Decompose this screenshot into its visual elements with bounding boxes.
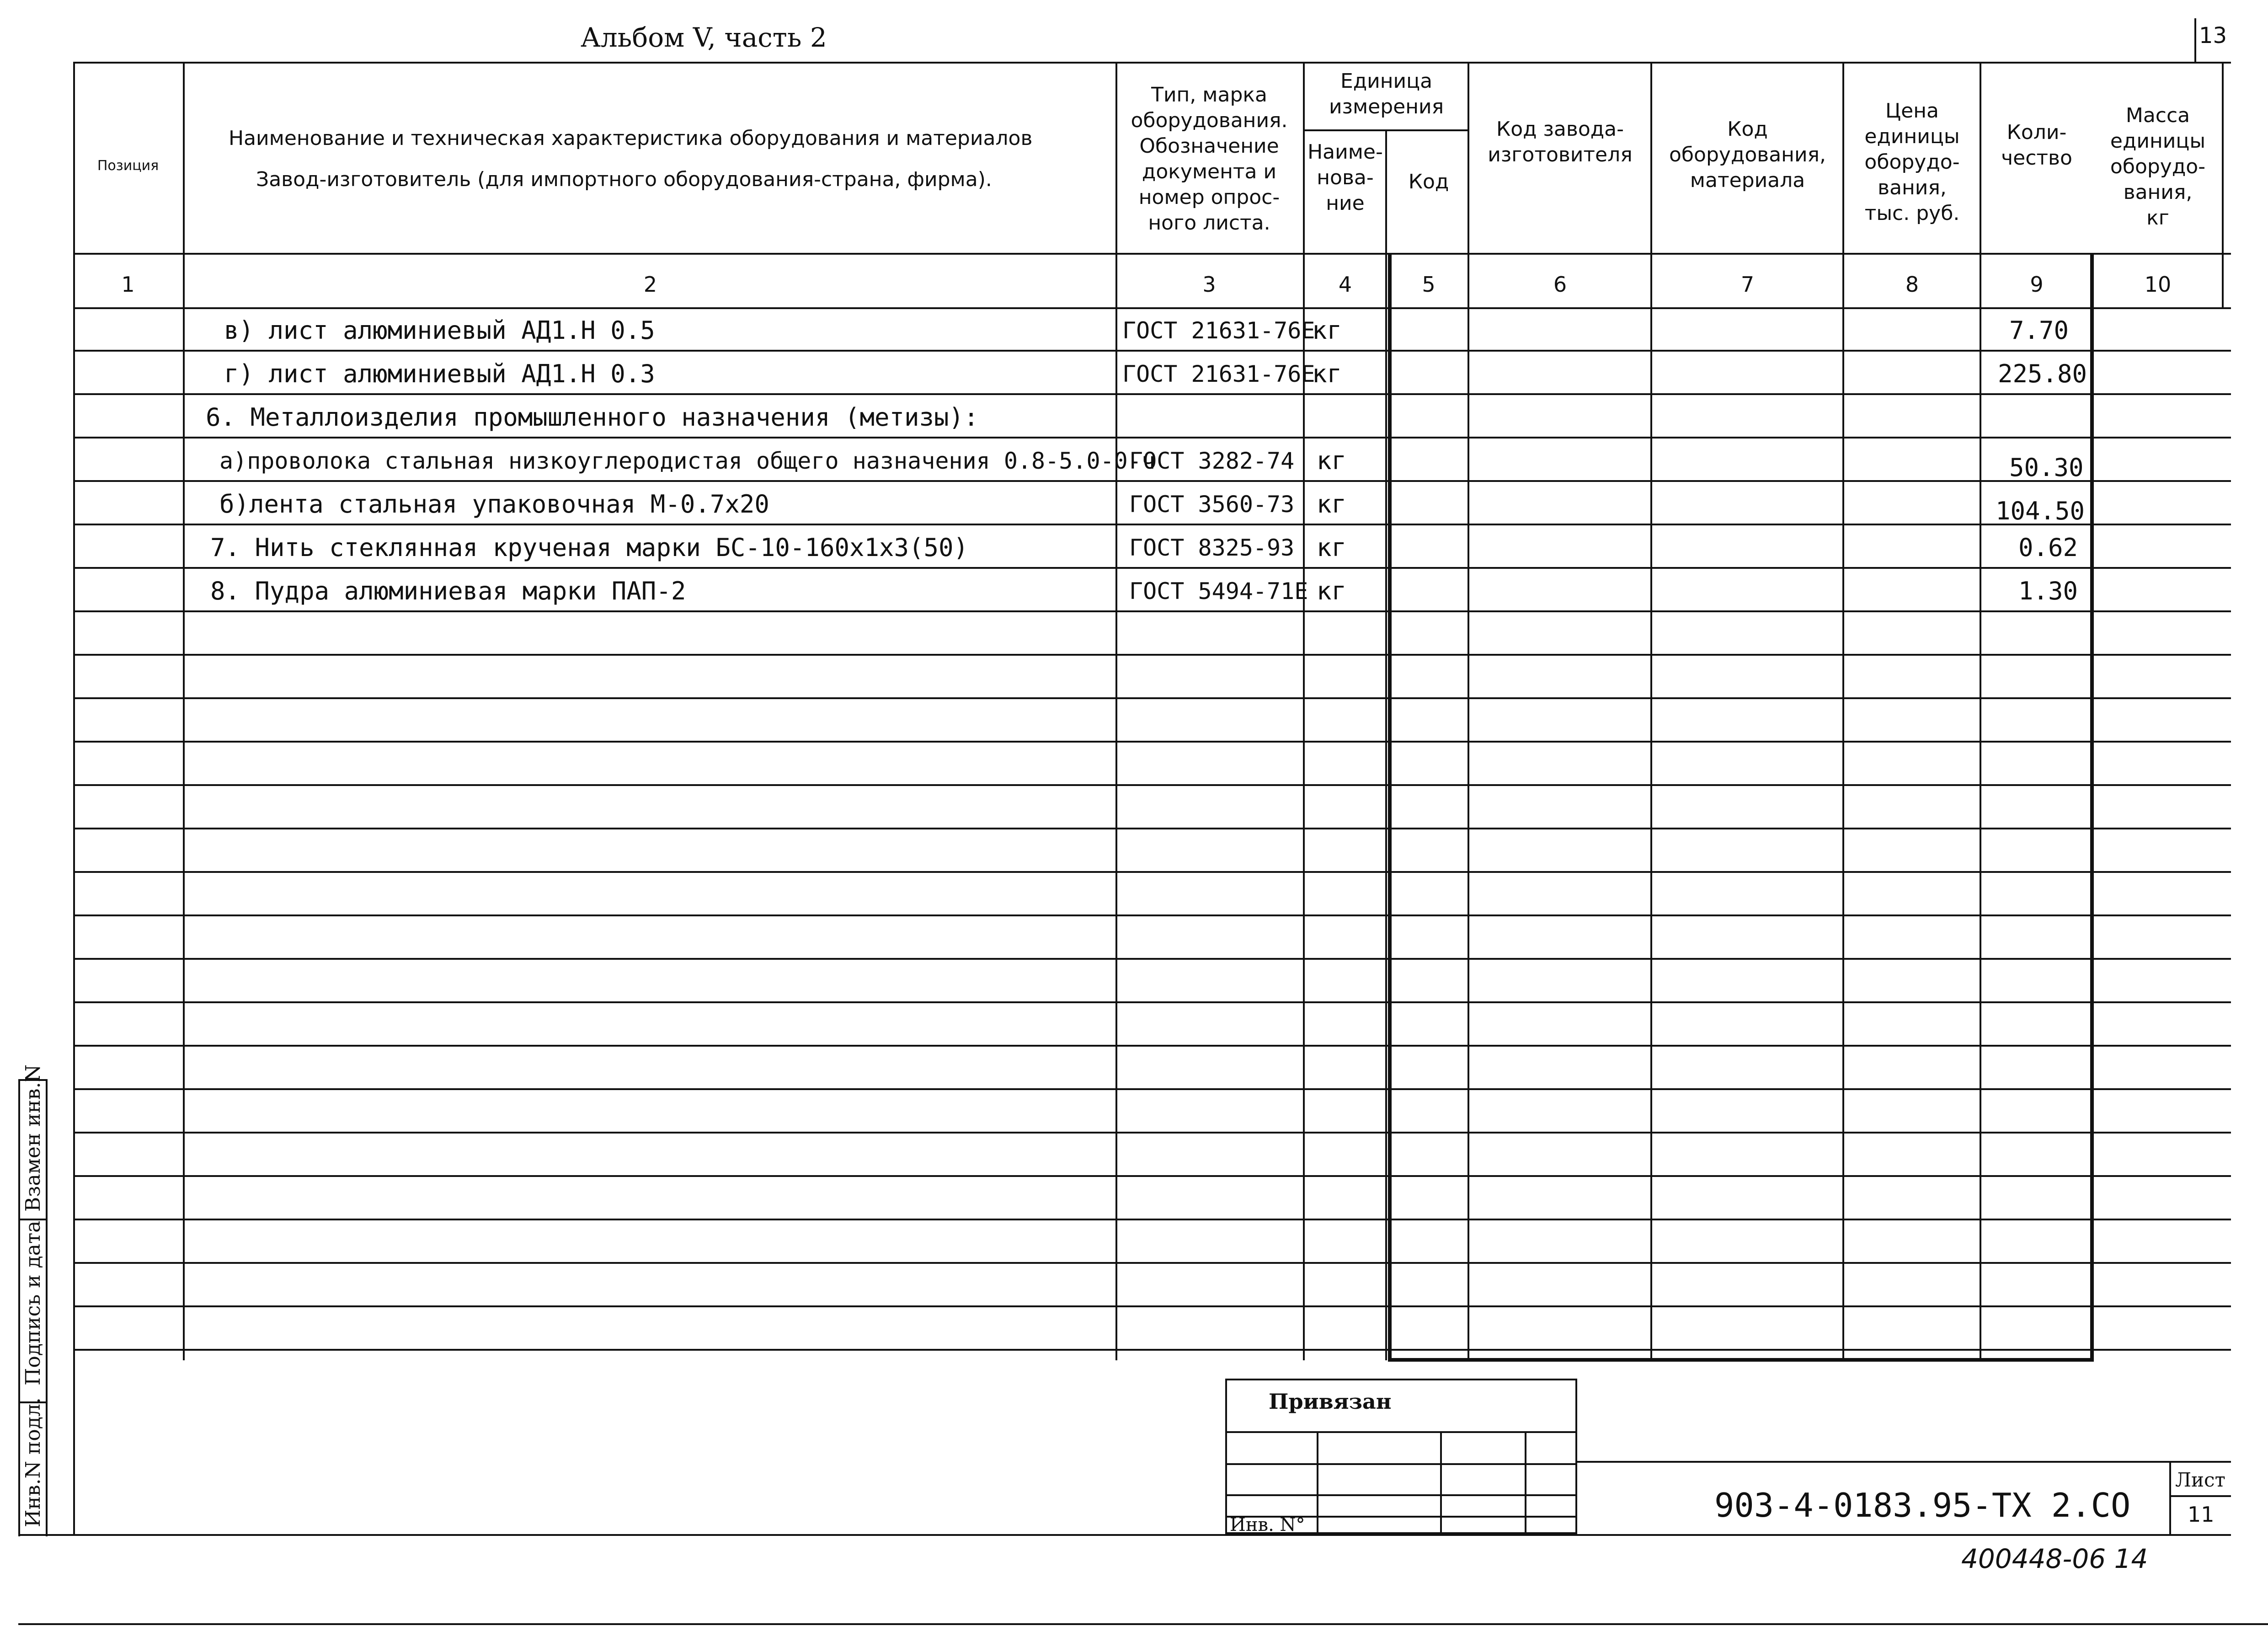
item-doc: ГОСТ 8325-93	[1129, 535, 1295, 561]
item-unit: кг	[1317, 490, 1347, 519]
item-name: в) лист алюминиевый АД1.Н 0.5	[224, 316, 655, 345]
col-number: 1	[121, 272, 135, 297]
item-doc: ГОСТ 5494-71Е	[1129, 578, 1308, 604]
col-mass-header: Масса единицы оборудо- вания, кг	[2110, 104, 2206, 230]
item-qty: 104.50	[1996, 497, 2085, 525]
col-price-header: Цена единицы оборудо- вания, тыс. руб.	[1864, 99, 1960, 225]
table-top-border	[73, 62, 2231, 64]
item-name: б)лента стальная упаковочная М-0.7х20	[219, 490, 769, 519]
document-designation: 903-4-0183.95-ТХ 2.СО	[1714, 1486, 2131, 1524]
item-unit: кг	[1317, 446, 1347, 475]
item-unit: кг	[1317, 533, 1347, 562]
header-bottom-line	[73, 253, 2231, 255]
item-unit: кг	[1312, 359, 1342, 388]
col-type-header: Тип, марка оборудования. Обозначение документа и номер опрос- ного листа.	[1131, 83, 1288, 235]
colnum-bottom-line	[73, 307, 2231, 309]
page-bottom-line	[18, 1623, 2268, 1625]
item-unit: кг	[1312, 316, 1342, 345]
item-qty: 1.30	[2018, 577, 2078, 605]
album-title: Альбом V, часть 2	[581, 22, 827, 53]
col-name-header	[229, 118, 1032, 200]
col-unit-name-header: Наиме- нова- ние	[1307, 140, 1383, 215]
item-doc: ГОСТ 21631-76Е	[1122, 361, 1315, 387]
item-name: а)проволока стальная низкоуглеродистая общего назначения 0.8-5.0-0-ч	[219, 448, 1155, 474]
item-doc: ГОСТ 3560-73	[1129, 491, 1295, 518]
item-qty: 225.80	[1998, 359, 2087, 388]
item-name: 6. Металлоизделия промышленного назначения (метизы):	[206, 403, 979, 432]
item-name: 7. Нить стеклянная крученая марки БС-10-160х1х3(50)	[210, 533, 969, 562]
col-position-header: Позиция	[97, 158, 159, 174]
inv-no-label: Инв. N°	[1230, 1514, 1305, 1535]
stamp-sign-date: Подпись и дата	[21, 1220, 45, 1385]
col-number: 3	[1202, 272, 1216, 297]
item-name: г) лист алюминиевый АД1.Н 0.3	[224, 359, 655, 388]
page-number-divider	[2194, 18, 2196, 62]
sheet-label: Лист	[2175, 1469, 2225, 1491]
col-number: 7	[1740, 272, 1755, 297]
item-unit: кг	[1317, 577, 1347, 605]
stamp-vzamen: Взамен инв.N	[21, 1064, 45, 1212]
col-number: 9	[2030, 272, 2044, 297]
item-doc: ГОСТ 3282-74	[1129, 448, 1295, 474]
table-bottom-bold	[1390, 1358, 2094, 1362]
privyazan-label: Привязан	[1269, 1389, 1392, 1414]
col-unit-code-header: Код	[1408, 170, 1449, 193]
stamp-inv-podl: Инв.N подл.	[21, 1397, 45, 1527]
col-name-header-line1: Наименование и техническая характеристика оборудования и материалов	[229, 127, 1033, 150]
item-qty: 0.62	[2018, 533, 2078, 562]
col-number: 2	[643, 272, 657, 297]
sheet-number: 11	[2188, 1502, 2215, 1527]
archive-number: 400448-06 14	[1961, 1543, 2148, 1574]
col-number: 10	[2144, 272, 2172, 297]
col-equipment-code-header: Код оборудования, материала	[1669, 118, 1826, 192]
col-number: 5	[1422, 272, 1436, 297]
item-name: 8. Пудра алюминиевая марки ПАП-2	[210, 577, 686, 605]
col-number: 8	[1905, 272, 1919, 297]
col-factory-code-header: Код завода- изготовителя	[1488, 118, 1633, 166]
col-qty-header: Коли- чество	[2001, 121, 2072, 170]
page-number: 13	[2199, 23, 2227, 48]
col-number: 6	[1553, 272, 1567, 297]
item-qty: 7.70	[2009, 316, 2069, 345]
col-number: 4	[1338, 272, 1352, 297]
item-qty: 50.30	[2009, 453, 2084, 482]
col-unit-header: Единица измерения	[1329, 70, 1444, 118]
item-doc: ГОСТ 21631-76Е	[1122, 317, 1315, 344]
col-name-header-line2: Завод-изготовитель (для импортного оборудования-страна, фирма).	[256, 168, 992, 191]
